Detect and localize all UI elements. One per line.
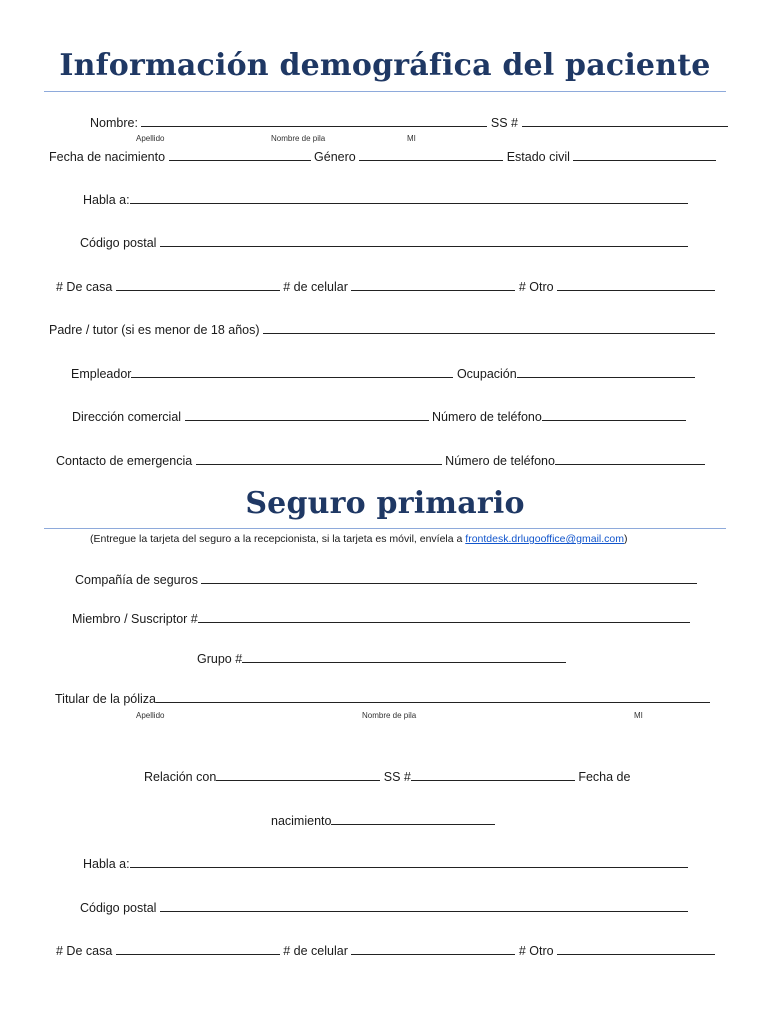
employer-field[interactable] — [131, 365, 453, 378]
holder-zip-field[interactable] — [160, 899, 688, 912]
insurance-note-close: ) — [624, 533, 628, 545]
email-link[interactable]: frontdesk.drlugooffice@gmail.com — [465, 533, 625, 545]
relation-label: Relación con — [144, 770, 217, 784]
holder-sub-first: Nombre de pila — [362, 711, 417, 720]
holder-zip-row — [80, 899, 688, 916]
insurance-divider — [44, 528, 726, 529]
group-row — [197, 650, 566, 667]
holder-home-label: # De casa — [56, 944, 113, 958]
name-label: Nombre: — [90, 116, 138, 130]
ss-field[interactable] — [522, 114, 728, 127]
marital-label: Estado civil — [506, 150, 570, 164]
holder-dob-row — [271, 812, 495, 829]
holder-address-label: Habla a: — [83, 857, 130, 871]
group-label: Grupo # — [197, 652, 243, 666]
other-phone-field[interactable] — [557, 278, 715, 291]
home-phone-field[interactable] — [116, 278, 280, 291]
holder-row — [55, 690, 710, 707]
employer-row — [71, 365, 695, 382]
address-field[interactable] — [130, 191, 688, 204]
member-field[interactable] — [198, 610, 690, 623]
marital-field[interactable] — [573, 148, 716, 161]
sub-label-last: Apellido — [136, 134, 165, 143]
holder-dob-label: Fecha de — [578, 770, 631, 784]
gender-field[interactable] — [359, 148, 503, 161]
holder-dob-label-cont: nacimiento — [271, 814, 332, 828]
relation-row — [144, 768, 630, 785]
zip-field[interactable] — [160, 234, 688, 247]
emergency-row — [56, 452, 705, 469]
zip-label: Código postal — [80, 236, 157, 250]
holder-sub-last: Apellido — [136, 711, 165, 720]
holder-address-row — [83, 855, 688, 872]
cell-phone-label: # de celular — [283, 280, 348, 294]
insurance-note-text: (Entregue la tarjeta del seguro a la recepcionista, si la tarjeta es móvil, envíela a — [90, 533, 463, 545]
business-address-field[interactable] — [185, 408, 429, 421]
other-phone-label: # Otro — [518, 280, 554, 294]
dob-row — [49, 148, 716, 165]
employer-label: Empleador — [71, 367, 132, 381]
cell-phone-field[interactable] — [351, 278, 515, 291]
section-title-insurance: Seguro primario — [245, 486, 525, 521]
address-label: Habla a: — [83, 193, 130, 207]
emergency-label: Contacto de emergencia — [56, 454, 193, 468]
name-field[interactable] — [141, 114, 487, 127]
guardian-label: Padre / tutor (si es menor de 18 años) — [49, 323, 260, 337]
ss-label: SS # — [490, 116, 519, 130]
address-row — [83, 191, 688, 208]
emergency-phone-label: Número de teléfono — [445, 454, 555, 468]
business-phone-field[interactable] — [542, 408, 686, 421]
holder-phones-row — [56, 942, 715, 959]
holder-cell-field[interactable] — [351, 942, 515, 955]
holder-ss-label: SS # — [383, 770, 411, 784]
holder-other-label: # Otro — [518, 944, 554, 958]
page-title: Información demográfica del paciente — [59, 48, 711, 83]
dob-field[interactable] — [169, 148, 311, 161]
occupation-field[interactable] — [517, 365, 695, 378]
company-field[interactable] — [201, 571, 697, 584]
gender-label: Género — [314, 150, 356, 164]
group-field[interactable] — [242, 650, 566, 663]
business-row — [72, 408, 686, 425]
company-row — [75, 571, 697, 588]
holder-field[interactable] — [156, 690, 710, 703]
holder-cell-label: # de celular — [283, 944, 348, 958]
holder-other-field[interactable] — [557, 942, 715, 955]
holder-home-field[interactable] — [116, 942, 280, 955]
title-divider — [44, 91, 726, 92]
holder-zip-label: Código postal — [80, 901, 157, 915]
business-phone-label: Número de teléfono — [432, 410, 542, 424]
member-label: Miembro / Suscriptor # — [72, 612, 198, 626]
holder-sub-mi: MI — [634, 711, 643, 720]
guardian-field[interactable] — [263, 321, 715, 334]
dob-label: Fecha de nacimiento — [49, 150, 166, 164]
member-row — [72, 610, 690, 627]
insurance-note — [90, 533, 628, 545]
occupation-label: Ocupación — [456, 367, 517, 381]
zip-row — [80, 234, 688, 251]
relation-field[interactable] — [216, 768, 380, 781]
emergency-field[interactable] — [196, 452, 442, 465]
holder-ss-field[interactable] — [411, 768, 575, 781]
holder-dob-field[interactable] — [331, 812, 495, 825]
sub-label-mi: MI — [407, 134, 416, 143]
business-address-label: Dirección comercial — [72, 410, 182, 424]
company-label: Compañía de seguros — [75, 573, 198, 587]
sub-label-first: Nombre de pila — [271, 134, 326, 143]
holder-label: Titular de la póliza — [55, 692, 156, 706]
guardian-row — [49, 321, 715, 338]
holder-address-field[interactable] — [130, 855, 688, 868]
home-phone-label: # De casa — [56, 280, 113, 294]
phones-row — [56, 278, 715, 295]
emergency-phone-field[interactable] — [555, 452, 705, 465]
name-row — [90, 114, 728, 131]
